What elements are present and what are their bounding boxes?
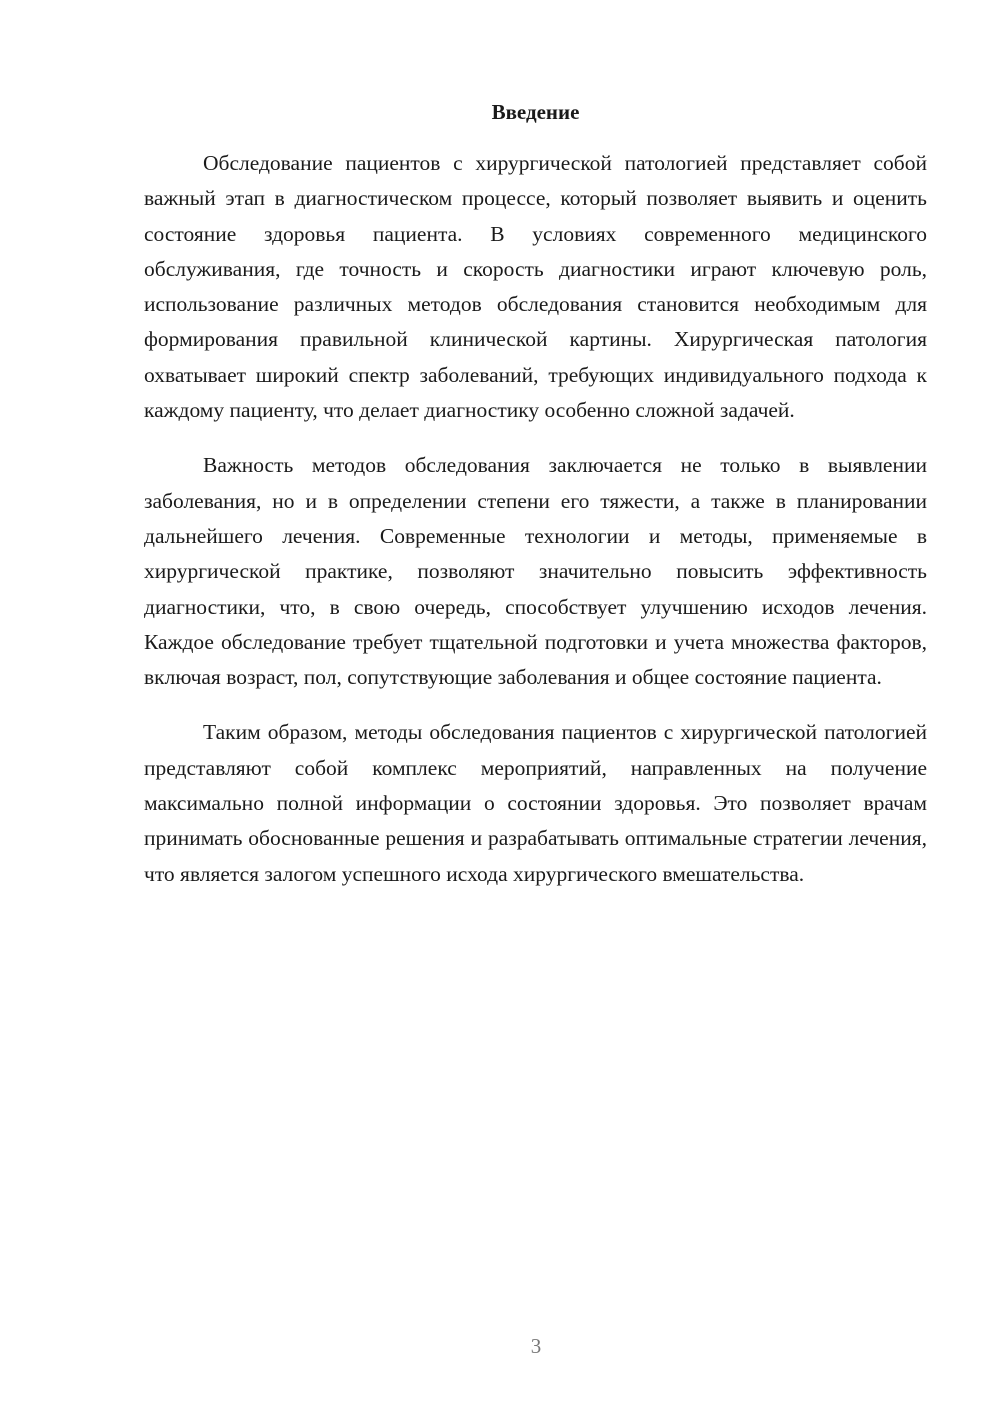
paragraph-3: Таким образом, методы обследования пациентов с хирургической патологией представляют собой комплекс мероприятий, направленных на получение максимально полной информации о состоянии здоровья. Это позволяет врачам принимать обоснованные решения и разрабатывать оптимальные стратегии лечения, что является залогом успешного исхода хирургического вмешательства. <box>144 720 927 886</box>
page-content <box>144 98 927 892</box>
page-number: 3 <box>530 1334 542 1358</box>
section-heading: Введение <box>491 100 580 124</box>
paragraph-2: Важность методов обследования заключается не только в выявлении заболевания, но и в определении степени его тяжести, а также в планировании дальнейшего лечения. Современные технологии и методы, применяемые в хирургической практике, позволяют значительно повысить эффективность диагностики, что, в свою очередь, способствует улучшению исходов лечения. Каждое обследование требует тщательной подготовки и учета множества факторов, включая возраст, пол, сопутствующие заболевания и общее состояние пациента. <box>144 453 927 690</box>
paragraph-1: Обследование пациентов с хирургической патологией представляет собой важный этап в диагностическом процессе, который позволяет выявить и оценить состояние здоровья пациента. В условиях современного медицинского обслуживания, где точность и скорость диагностики играют ключевую роль, использование различных методов обследования становится необходимым для формирования правильной клинической картины. Хирургическая патология охватывает широкий спектр заболеваний, требующих индивидуального подхода к каждому пациенту, что делает диагностику особенно сложной задачей. <box>144 151 927 423</box>
